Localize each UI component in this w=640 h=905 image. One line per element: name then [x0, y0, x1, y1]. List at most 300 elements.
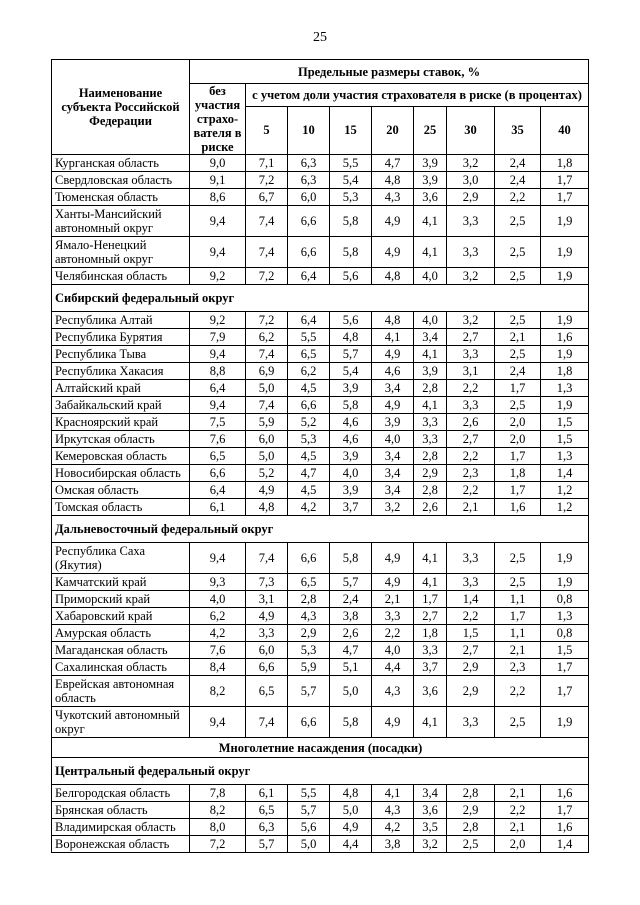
rate-with-participation: 4,0 — [330, 465, 372, 482]
rate-without-participation: 7,2 — [190, 836, 246, 853]
federal-district-row — [52, 758, 589, 785]
region-name: Кемеровская область — [52, 448, 190, 465]
rate-without-participation: 4,0 — [190, 591, 246, 608]
rate-with-participation: 3,9 — [414, 172, 447, 189]
rate-with-participation: 5,0 — [330, 802, 372, 819]
rate-with-participation: 1,1 — [495, 625, 541, 642]
region-name-header: Наименование субъекта Российской Федерации — [52, 60, 190, 155]
rate-with-participation: 1,4 — [541, 465, 589, 482]
rate-with-participation: 3,4 — [414, 329, 447, 346]
rates-table — [51, 59, 589, 853]
rate-with-participation: 1,3 — [541, 448, 589, 465]
rate-with-participation: 6,3 — [246, 819, 288, 836]
rate-without-participation: 9,4 — [190, 397, 246, 414]
rate-with-participation: 5,3 — [288, 431, 330, 448]
region-name: Владимирская область — [52, 819, 190, 836]
rate-with-participation: 3,3 — [447, 574, 495, 591]
rate-with-participation: 4,9 — [330, 819, 372, 836]
rate-with-participation: 3,3 — [447, 346, 495, 363]
rate-with-participation: 2,5 — [495, 346, 541, 363]
rate-with-participation: 3,7 — [414, 659, 447, 676]
rate-with-participation: 6,5 — [288, 346, 330, 363]
rate-with-participation: 2,8 — [414, 380, 447, 397]
rate-without-participation: 6,6 — [190, 465, 246, 482]
rate-with-participation: 6,0 — [246, 642, 288, 659]
rate-with-participation: 5,8 — [330, 707, 372, 738]
rate-without-participation: 9,4 — [190, 206, 246, 237]
rate-with-participation: 5,9 — [288, 659, 330, 676]
rate-with-participation: 7,3 — [246, 574, 288, 591]
table-row — [52, 155, 589, 172]
region-name: Республика Алтай — [52, 312, 190, 329]
rate-with-participation: 1,5 — [541, 414, 589, 431]
rate-without-participation: 9,4 — [190, 346, 246, 363]
rate-with-participation: 5,0 — [288, 836, 330, 853]
rate-without-participation: 8,2 — [190, 802, 246, 819]
region-name: Белгородская область — [52, 785, 190, 802]
rate-without-participation: 7,8 — [190, 785, 246, 802]
rate-with-participation: 1,7 — [495, 448, 541, 465]
rate-with-participation: 3,8 — [330, 608, 372, 625]
rate-with-participation: 6,6 — [246, 659, 288, 676]
rate-with-participation: 2,2 — [447, 608, 495, 625]
rate-with-participation: 2,6 — [330, 625, 372, 642]
rate-with-participation: 6,7 — [246, 189, 288, 206]
table-row — [52, 836, 589, 853]
region-name: Тюменская область — [52, 189, 190, 206]
rate-with-participation: 2,2 — [372, 625, 414, 642]
rate-with-participation: 3,7 — [330, 499, 372, 516]
rate-with-participation: 3,2 — [447, 155, 495, 172]
rate-with-participation: 3,4 — [372, 380, 414, 397]
rate-with-participation: 1,3 — [541, 380, 589, 397]
rate-without-participation: 6,4 — [190, 482, 246, 499]
rate-with-participation: 6,6 — [288, 543, 330, 574]
rate-with-participation: 4,8 — [372, 268, 414, 285]
rate-with-participation: 5,5 — [330, 155, 372, 172]
table-row — [52, 189, 589, 206]
region-name: Свердловская область — [52, 172, 190, 189]
without-participation-header: без участия страхо-вателя в риске — [190, 84, 246, 155]
rate-without-participation: 8,4 — [190, 659, 246, 676]
rate-with-participation: 5,4 — [330, 363, 372, 380]
rate-with-participation: 2,8 — [288, 591, 330, 608]
rate-with-participation: 2,5 — [495, 707, 541, 738]
rate-with-participation: 4,6 — [330, 431, 372, 448]
table-row — [52, 414, 589, 431]
rate-with-participation: 2,2 — [447, 448, 495, 465]
rate-with-participation: 6,3 — [288, 172, 330, 189]
share-header-cell: 10 — [288, 106, 330, 154]
rate-with-participation: 3,2 — [447, 312, 495, 329]
rate-with-participation: 5,8 — [330, 397, 372, 414]
rate-with-participation: 4,9 — [246, 482, 288, 499]
rate-with-participation: 5,7 — [246, 836, 288, 853]
region-name: Омская область — [52, 482, 190, 499]
rate-with-participation: 1,1 — [495, 591, 541, 608]
rate-with-participation: 5,6 — [288, 819, 330, 836]
rate-with-participation: 2,6 — [447, 414, 495, 431]
rate-with-participation: 5,7 — [330, 346, 372, 363]
rate-with-participation: 2,7 — [447, 642, 495, 659]
rate-with-participation: 1,2 — [541, 499, 589, 516]
federal-district-title: Сибирский федеральный округ — [52, 285, 589, 312]
rate-with-participation: 1,9 — [541, 312, 589, 329]
rate-with-participation: 6,1 — [246, 785, 288, 802]
rate-with-participation: 5,6 — [330, 312, 372, 329]
table-row — [52, 465, 589, 482]
table-row — [52, 625, 589, 642]
rate-with-participation: 1,4 — [541, 836, 589, 853]
rate-with-participation: 2,4 — [495, 363, 541, 380]
rate-with-participation: 6,2 — [288, 363, 330, 380]
rate-with-participation: 2,5 — [495, 543, 541, 574]
rate-with-participation: 2,9 — [414, 465, 447, 482]
rate-without-participation: 6,2 — [190, 608, 246, 625]
share-header-cell: 35 — [495, 106, 541, 154]
rate-with-participation: 5,4 — [330, 172, 372, 189]
rate-with-participation: 2,1 — [495, 642, 541, 659]
rate-with-participation: 3,4 — [372, 465, 414, 482]
table-row — [52, 329, 589, 346]
rate-with-participation: 4,9 — [372, 237, 414, 268]
rate-with-participation: 4,8 — [330, 329, 372, 346]
rate-with-participation: 4,3 — [288, 608, 330, 625]
table-row — [52, 642, 589, 659]
rate-with-participation: 5,7 — [330, 574, 372, 591]
rate-with-participation: 7,2 — [246, 268, 288, 285]
rate-without-participation: 9,2 — [190, 268, 246, 285]
rate-with-participation: 2,9 — [447, 189, 495, 206]
share-header-cell: 30 — [447, 106, 495, 154]
region-name: Курганская область — [52, 155, 190, 172]
rate-with-participation: 3,8 — [372, 836, 414, 853]
rate-with-participation: 3,6 — [414, 802, 447, 819]
region-name: Воронежская область — [52, 836, 190, 853]
rate-with-participation: 1,7 — [541, 659, 589, 676]
rate-with-participation: 3,9 — [414, 155, 447, 172]
rate-with-participation: 5,8 — [330, 543, 372, 574]
rate-with-participation: 4,8 — [372, 172, 414, 189]
rate-without-participation: 8,0 — [190, 819, 246, 836]
rate-with-participation: 6,5 — [288, 574, 330, 591]
rate-with-participation: 1,9 — [541, 707, 589, 738]
rate-with-participation: 5,8 — [330, 206, 372, 237]
rate-with-participation: 2,8 — [414, 482, 447, 499]
rate-with-participation: 2,0 — [495, 414, 541, 431]
rate-with-participation: 4,5 — [288, 448, 330, 465]
rate-with-participation: 3,3 — [447, 543, 495, 574]
rate-with-participation: 3,9 — [330, 448, 372, 465]
rate-without-participation: 8,2 — [190, 676, 246, 707]
region-name: Республика Хакасия — [52, 363, 190, 380]
rate-with-participation: 2,3 — [447, 465, 495, 482]
rate-with-participation: 5,7 — [288, 802, 330, 819]
rate-with-participation: 1,7 — [541, 802, 589, 819]
rate-with-participation: 4,3 — [372, 676, 414, 707]
rate-with-participation: 1,7 — [495, 608, 541, 625]
rate-with-participation: 3,4 — [414, 785, 447, 802]
rate-with-participation: 1,7 — [541, 189, 589, 206]
rate-with-participation: 1,9 — [541, 574, 589, 591]
table-row — [52, 819, 589, 836]
rate-with-participation: 2,9 — [288, 625, 330, 642]
rate-with-participation: 2,1 — [447, 499, 495, 516]
rate-with-participation: 2,8 — [414, 448, 447, 465]
region-name: Томская область — [52, 499, 190, 516]
rate-with-participation: 4,3 — [372, 189, 414, 206]
rate-with-participation: 4,9 — [372, 206, 414, 237]
rate-with-participation: 3,3 — [372, 608, 414, 625]
region-name: Республика Саха (Якутия) — [52, 543, 190, 574]
rate-with-participation: 4,1 — [414, 206, 447, 237]
rate-with-participation: 4,0 — [372, 642, 414, 659]
rate-with-participation: 6,0 — [246, 431, 288, 448]
table-row — [52, 802, 589, 819]
rate-with-participation: 7,2 — [246, 312, 288, 329]
rate-without-participation: 9,2 — [190, 312, 246, 329]
rate-with-participation: 6,9 — [246, 363, 288, 380]
rate-with-participation: 4,0 — [372, 431, 414, 448]
rate-with-participation: 4,1 — [372, 329, 414, 346]
rate-with-participation: 1,8 — [414, 625, 447, 642]
rate-with-participation: 2,6 — [414, 499, 447, 516]
rate-with-participation: 2,5 — [495, 574, 541, 591]
rate-with-participation: 6,3 — [288, 155, 330, 172]
rate-with-participation: 4,9 — [246, 608, 288, 625]
rate-with-participation: 2,0 — [495, 431, 541, 448]
rate-with-participation: 4,8 — [330, 785, 372, 802]
rate-with-participation: 2,4 — [330, 591, 372, 608]
federal-district-title: Центральный федеральный округ — [52, 758, 589, 785]
rate-with-participation: 5,3 — [288, 642, 330, 659]
rate-with-participation: 6,4 — [288, 268, 330, 285]
rate-with-participation: 4,0 — [414, 268, 447, 285]
rate-with-participation: 3,1 — [246, 591, 288, 608]
rate-with-participation: 3,4 — [372, 482, 414, 499]
rate-without-participation: 7,9 — [190, 329, 246, 346]
rate-with-participation: 2,9 — [447, 676, 495, 707]
rate-with-participation: 6,6 — [288, 707, 330, 738]
page-number: 25 — [313, 30, 327, 45]
table-row — [52, 499, 589, 516]
region-name: Челябинская область — [52, 268, 190, 285]
rate-with-participation: 2,9 — [447, 659, 495, 676]
region-name: Республика Тыва — [52, 346, 190, 363]
rate-with-participation: 1,6 — [541, 819, 589, 836]
rate-with-participation: 4,2 — [288, 499, 330, 516]
table-row — [52, 206, 589, 237]
rate-with-participation: 1,3 — [541, 608, 589, 625]
rate-with-participation: 4,1 — [414, 543, 447, 574]
rate-with-participation: 2,0 — [495, 836, 541, 853]
rate-with-participation: 3,3 — [414, 431, 447, 448]
rate-with-participation: 5,0 — [330, 676, 372, 707]
rate-with-participation: 4,5 — [288, 380, 330, 397]
rate-without-participation: 6,4 — [190, 380, 246, 397]
rate-with-participation: 4,9 — [372, 543, 414, 574]
region-name: Хабаровский край — [52, 608, 190, 625]
share-header-cell: 15 — [330, 106, 372, 154]
rate-with-participation: 1,5 — [447, 625, 495, 642]
rate-with-participation: 4,1 — [414, 707, 447, 738]
rate-with-participation: 3,2 — [414, 836, 447, 853]
rate-with-participation: 1,6 — [495, 499, 541, 516]
rate-with-participation: 2,3 — [495, 659, 541, 676]
rate-with-participation: 7,4 — [246, 237, 288, 268]
rate-with-participation: 1,9 — [541, 397, 589, 414]
rate-with-participation: 4,1 — [414, 237, 447, 268]
share-header-cell: 40 — [541, 106, 589, 154]
federal-district-title: Дальневосточный федеральный округ — [52, 516, 589, 543]
rate-with-participation: 4,2 — [372, 819, 414, 836]
rate-with-participation: 4,1 — [414, 346, 447, 363]
table-row — [52, 574, 589, 591]
rate-with-participation: 1,8 — [541, 363, 589, 380]
rate-with-participation: 2,2 — [447, 482, 495, 499]
rate-without-participation: 6,1 — [190, 499, 246, 516]
table-row — [52, 346, 589, 363]
rate-with-participation: 5,5 — [288, 785, 330, 802]
rate-with-participation: 2,2 — [495, 189, 541, 206]
rate-with-participation: 3,0 — [447, 172, 495, 189]
region-name: Новосибирская область — [52, 465, 190, 482]
rate-with-participation: 3,2 — [372, 499, 414, 516]
table-row — [52, 431, 589, 448]
rate-with-participation: 1,9 — [541, 237, 589, 268]
rate-with-participation: 3,9 — [330, 482, 372, 499]
rate-with-participation: 3,2 — [447, 268, 495, 285]
rate-with-participation: 4,1 — [414, 397, 447, 414]
rate-with-participation: 6,5 — [246, 802, 288, 819]
rate-with-participation: 1,7 — [495, 380, 541, 397]
rate-limits-header: Предельные размеры ставок, % — [190, 60, 589, 84]
rate-with-participation: 7,4 — [246, 397, 288, 414]
rate-with-participation: 3,3 — [414, 414, 447, 431]
rate-with-participation: 3,3 — [447, 206, 495, 237]
rate-with-participation: 5,0 — [246, 448, 288, 465]
rate-with-participation: 3,4 — [372, 448, 414, 465]
rate-with-participation: 4,6 — [330, 414, 372, 431]
rate-without-participation: 9,4 — [190, 237, 246, 268]
rate-with-participation: 6,5 — [246, 676, 288, 707]
table-row — [52, 312, 589, 329]
rate-with-participation: 4,4 — [330, 836, 372, 853]
rate-with-participation: 3,3 — [246, 625, 288, 642]
rate-with-participation: 7,2 — [246, 172, 288, 189]
rate-without-participation: 4,2 — [190, 625, 246, 642]
rate-with-participation: 1,7 — [414, 591, 447, 608]
table-row — [52, 380, 589, 397]
region-name: Приморский край — [52, 591, 190, 608]
rate-with-participation: 1,9 — [541, 206, 589, 237]
table-row — [52, 482, 589, 499]
rate-with-participation: 1,7 — [495, 482, 541, 499]
rate-with-participation: 4,9 — [372, 574, 414, 591]
region-name: Красноярский край — [52, 414, 190, 431]
rate-with-participation: 2,9 — [447, 802, 495, 819]
rate-with-participation: 1,7 — [541, 676, 589, 707]
rate-with-participation: 7,4 — [246, 206, 288, 237]
rate-with-participation: 7,1 — [246, 155, 288, 172]
rate-with-participation: 2,1 — [372, 591, 414, 608]
rate-without-participation: 7,6 — [190, 642, 246, 659]
rate-with-participation: 4,9 — [372, 707, 414, 738]
rate-with-participation: 5,2 — [246, 465, 288, 482]
rate-with-participation: 4,8 — [372, 312, 414, 329]
with-participation-header: с учетом доли участия страхователя в риске (в процентах) — [246, 84, 589, 107]
rate-with-participation: 5,0 — [246, 380, 288, 397]
region-name: Еврейская автономная область — [52, 676, 190, 707]
region-name: Алтайский край — [52, 380, 190, 397]
rate-without-participation: 8,6 — [190, 189, 246, 206]
rate-with-participation: 1,9 — [541, 346, 589, 363]
rate-with-participation: 4,5 — [288, 482, 330, 499]
rate-with-participation: 3,9 — [414, 363, 447, 380]
rate-with-participation: 4,3 — [372, 802, 414, 819]
rate-with-participation: 3,6 — [414, 676, 447, 707]
region-name: Иркутская область — [52, 431, 190, 448]
rate-with-participation: 5,6 — [330, 268, 372, 285]
rate-with-participation: 4,0 — [414, 312, 447, 329]
rate-with-participation: 4,1 — [414, 574, 447, 591]
rate-without-participation: 6,5 — [190, 448, 246, 465]
table-row — [52, 591, 589, 608]
table-row — [52, 268, 589, 285]
rate-with-participation: 3,9 — [372, 414, 414, 431]
region-name: Забайкальский край — [52, 397, 190, 414]
rate-with-participation: 2,4 — [495, 172, 541, 189]
region-name: Амурская область — [52, 625, 190, 642]
table-row — [52, 785, 589, 802]
rate-with-participation: 2,8 — [447, 819, 495, 836]
rate-with-participation: 7,4 — [246, 543, 288, 574]
table-row — [52, 172, 589, 189]
rate-with-participation: 1,5 — [541, 431, 589, 448]
rate-without-participation: 9,4 — [190, 543, 246, 574]
category-title: Многолетние насаждения (посадки) — [52, 738, 589, 758]
rate-with-participation: 1,2 — [541, 482, 589, 499]
region-name: Ямало-Ненецкий автономный округ — [52, 237, 190, 268]
rate-with-participation: 4,9 — [372, 346, 414, 363]
table-row — [52, 363, 589, 380]
rate-with-participation: 2,5 — [495, 397, 541, 414]
rate-with-participation: 2,4 — [495, 155, 541, 172]
rate-with-participation: 7,4 — [246, 346, 288, 363]
rate-with-participation: 3,1 — [447, 363, 495, 380]
rate-without-participation: 8,8 — [190, 363, 246, 380]
share-header-cell: 5 — [246, 106, 288, 154]
rate-with-participation: 2,5 — [447, 836, 495, 853]
rate-with-participation: 2,2 — [495, 802, 541, 819]
rate-with-participation: 5,8 — [330, 237, 372, 268]
rate-with-participation: 2,1 — [495, 329, 541, 346]
rate-with-participation: 5,7 — [288, 676, 330, 707]
rate-with-participation: 7,4 — [246, 707, 288, 738]
rate-with-participation: 6,4 — [288, 312, 330, 329]
rate-with-participation: 2,2 — [495, 676, 541, 707]
rate-with-participation: 6,0 — [288, 189, 330, 206]
rate-without-participation: 9,1 — [190, 172, 246, 189]
rate-with-participation: 2,5 — [495, 206, 541, 237]
rate-with-participation: 1,7 — [541, 172, 589, 189]
region-name: Чукотский автономный округ — [52, 707, 190, 738]
federal-district-row — [52, 516, 589, 543]
region-name: Сахалинская область — [52, 659, 190, 676]
table-row — [52, 676, 589, 707]
rate-with-participation: 1,6 — [541, 329, 589, 346]
rate-with-participation: 4,4 — [372, 659, 414, 676]
